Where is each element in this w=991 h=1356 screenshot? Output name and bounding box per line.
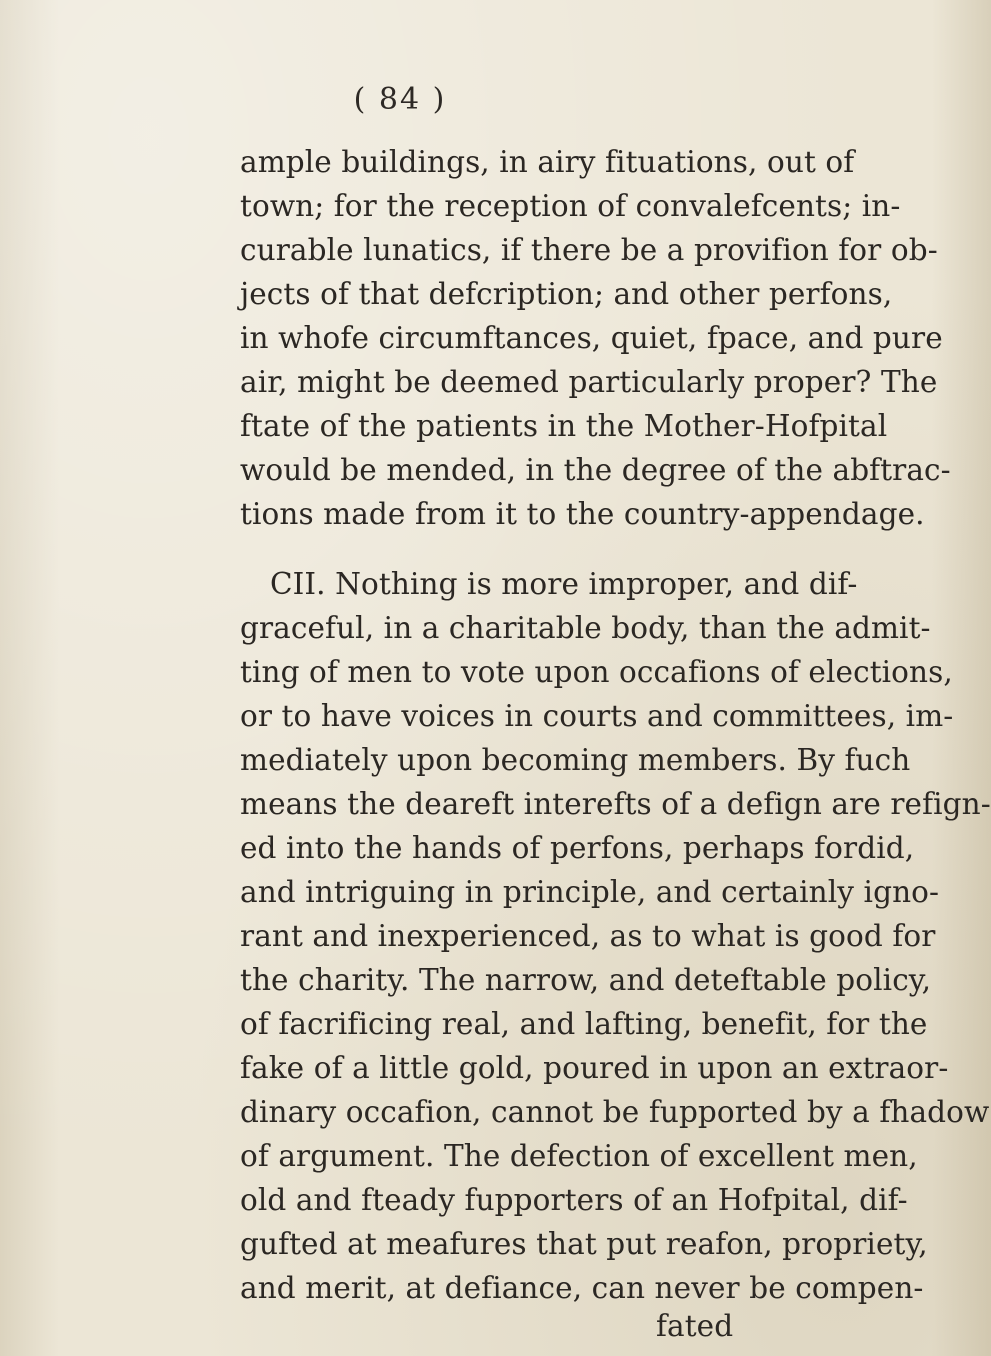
- text-line: gufted at meafures that put reafon, propriety,: [240, 1227, 928, 1261]
- text-line: in whofe circumftances, quiet, fpace, and pure: [240, 321, 943, 355]
- text-line: ftate of the patients in the Mother-Hofpital: [240, 409, 888, 443]
- text-line: of facrificing real, and lafting, benefit, for the: [240, 1007, 928, 1041]
- text-line: town; for the reception of convalefcents; in-: [240, 189, 901, 223]
- page-number: ( 84 ): [353, 82, 447, 117]
- text-line: graceful, in a charitable body, than the admit-: [240, 611, 931, 645]
- text-line: old and fteady fupporters of an Hofpital, dif-: [240, 1183, 908, 1217]
- text-line: fake of a little gold, poured in upon an extraor-: [240, 1051, 949, 1085]
- text-line: the charity. The narrow, and deteftable policy,: [240, 963, 932, 997]
- text-line: means the deareft interefts of a defign are refign-: [240, 787, 991, 821]
- catchword: fated: [656, 1309, 734, 1343]
- text-line: ed into the hands of perfons, perhaps fordid,: [240, 831, 915, 865]
- text-line: dinary occafion, cannot be fupported by a fhadow: [240, 1095, 990, 1129]
- text-line: and merit, at defiance, can never be compen-: [240, 1271, 924, 1305]
- text-line: curable lunatics, if there be a provifion for ob-: [240, 233, 938, 267]
- text-line: mediately upon becoming members. By fuch: [240, 743, 911, 777]
- text-line: rant and inexperienced, as to what is good for: [240, 919, 936, 953]
- text-line: CII. Nothing is more improper, and dif-: [270, 567, 858, 601]
- text-line: jects of that defcription; and other perfons,: [240, 277, 893, 311]
- text-line: ample buildings, in airy fituations, out of: [240, 145, 855, 179]
- text-line: of argument. The defection of excellent men,: [240, 1139, 918, 1173]
- text-line: or to have voices in courts and committees, im-: [240, 699, 954, 733]
- text-line: and intriguing in principle, and certainly igno-: [240, 875, 940, 909]
- text-line: air, might be deemed particularly proper? The: [240, 365, 938, 399]
- text-line: would be mended, in the degree of the abftrac-: [240, 453, 951, 487]
- text-line: tions made from it to the country-appendage.: [240, 497, 925, 531]
- text-line: ting of men to vote upon occafions of elections,: [240, 655, 953, 689]
